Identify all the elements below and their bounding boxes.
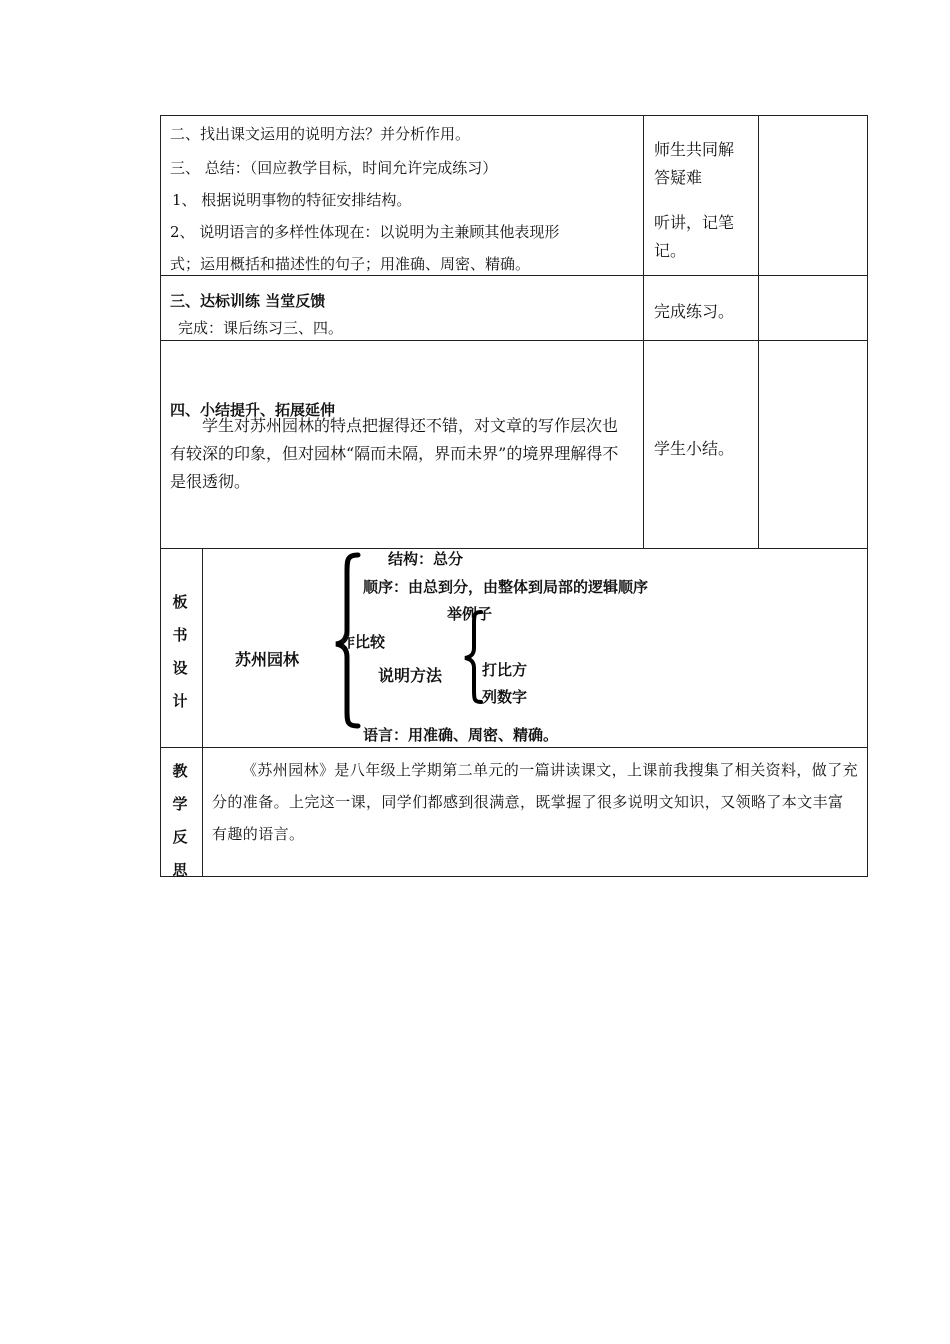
- reflection-label-char: 教: [172, 762, 188, 780]
- row2-text: 完成：课后练习三、四。: [178, 319, 344, 337]
- board-example: 举例子: [447, 605, 493, 623]
- table-row-divider: [160, 275, 868, 276]
- row1-line: 1、 根据说明事物的特征安排结构。: [172, 191, 412, 209]
- board-label-char: 计: [172, 692, 188, 710]
- row1-activity: 记。: [654, 241, 687, 260]
- row3-title: 四、小结提升、拓展延伸: [170, 401, 336, 419]
- board-label-char: 板: [172, 593, 188, 611]
- reflection-label-char: 学: [172, 795, 188, 813]
- table-row-divider: [160, 747, 868, 748]
- row2-title: 三、达标训练 当堂反馈: [170, 292, 326, 310]
- row1-line: 2、 说明语言的多样性体现在：以说明为主兼顾其他表现形: [170, 223, 560, 241]
- table-border-top: [160, 115, 868, 116]
- reflection-label: [170, 760, 190, 892]
- row3-activity: 学生小结。: [654, 439, 735, 458]
- board-compare: 作比较: [340, 633, 386, 651]
- table-column-divider: [758, 115, 759, 549]
- table-border-left: [160, 115, 161, 877]
- reflection-label-char: 思: [172, 861, 188, 879]
- board-label: [170, 591, 190, 723]
- board-label-char: 设: [172, 659, 188, 677]
- reflection-text: 《苏州园林》是八年级上学期第二单元的一篇讲读课文，上课前我搜集了相关资料，做了充分的准备。上完这一课，同学们都感到很满意，既掌握了很多说明文知识，又领略了本文丰富有趣的语言。: [212, 761, 859, 843]
- board-language: 语言：用准确、周密、精确。: [363, 726, 559, 744]
- row1-activity: 听讲，记笔: [654, 213, 735, 232]
- reflection-label-char: 反: [172, 828, 188, 846]
- board-topic: 苏州园林: [235, 650, 300, 669]
- table-row-divider: [160, 548, 868, 549]
- board-numbers: 列数字: [482, 688, 528, 706]
- board-label-char: 书: [172, 626, 188, 644]
- table-column-divider: [643, 115, 644, 549]
- table-row-divider: [160, 340, 868, 341]
- row1-line: 三、 总结：（回应教学目标，时间允许完成练习）: [170, 159, 498, 177]
- board-analogy: 打比方: [482, 661, 528, 679]
- row1-activity: 师生共同解: [654, 140, 735, 159]
- row2-activity: 完成练习。: [654, 302, 735, 321]
- row1-line: 式；运用概括和描述性的句子；用准确、周密、精确。: [170, 255, 531, 273]
- table-border-bottom: [160, 876, 868, 877]
- table-label-divider: [202, 548, 203, 877]
- row3-paragraph: 学生对苏州园林的特点把握得还不错，对文章的写作层次也有较深的印象，但对园林“隔而未隔，界而未界”的境界理解得不是很透彻。: [170, 416, 619, 491]
- board-order: 顺序：由总到分，由整体到局部的逻辑顺序: [363, 578, 649, 596]
- row1-activity: 答疑难: [654, 168, 703, 187]
- row1-line: 二、找出课文运用的说明方法？并分析作用。: [170, 125, 471, 143]
- board-method: 说明方法: [378, 666, 443, 685]
- board-structure: 结构：总分: [388, 550, 464, 568]
- table-border-right: [867, 115, 868, 877]
